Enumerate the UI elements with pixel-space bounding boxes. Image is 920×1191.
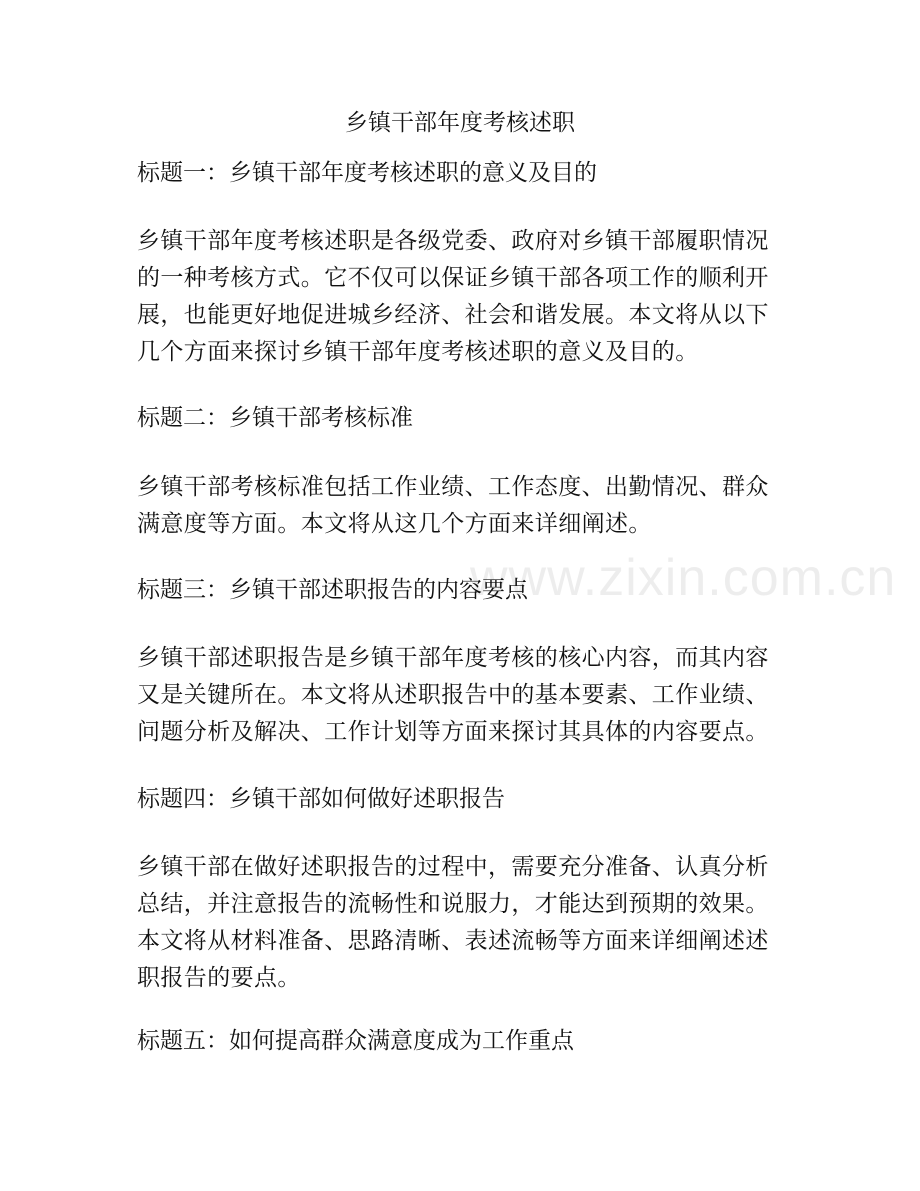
paragraph-line: 乡镇干部在做好述职报告的过程中，需要充分准备、认真分析 bbox=[137, 854, 769, 880]
section-heading-5: 标题五：如何提高群众满意度成为工作重点 bbox=[137, 1028, 574, 1054]
paragraph-line: 又是关键所在。本文将从述职报告中的基本要素、工作业绩、 bbox=[137, 682, 769, 708]
paragraph-line: 几个方面来探讨乡镇干部年度考核述职的意义及目的。 bbox=[137, 339, 699, 365]
paragraph-line: 乡镇干部年度考核述职是各级党委、政府对乡镇干部履职情况 bbox=[137, 228, 769, 254]
section-heading-4: 标题四：乡镇干部如何做好述职报告 bbox=[137, 786, 505, 812]
section-paragraph-2 bbox=[137, 469, 787, 543]
paragraph-line: 展，也能更好地促进城乡经济、社会和谐发展。本文将从以下 bbox=[137, 302, 769, 328]
paragraph-line: 总结，并注意报告的流畅性和说服力，才能达到预期的效果。 bbox=[137, 891, 769, 917]
section-heading-3: 标题三：乡镇干部述职报告的内容要点 bbox=[137, 577, 528, 603]
section-paragraph-3 bbox=[137, 640, 787, 751]
paragraph-line: 本文将从材料准备、思路清晰、表述流畅等方面来详细阐述述 bbox=[137, 928, 769, 954]
paragraph-line: 满意度等方面。本文将从这几个方面来详细阐述。 bbox=[137, 511, 652, 537]
section-heading-1: 标题一：乡镇干部年度考核述职的意义及目的 bbox=[137, 160, 597, 186]
paragraph-line: 问题分析及解决、工作计划等方面来探讨其具体的内容要点。 bbox=[137, 719, 769, 745]
section-heading-2: 标题二：乡镇干部考核标准 bbox=[137, 405, 413, 431]
section-paragraph-4 bbox=[137, 849, 787, 997]
watermark: www.zixin.com.cn bbox=[470, 549, 897, 607]
section-paragraph-1 bbox=[137, 223, 787, 371]
document-title: 乡镇干部年度考核述职 bbox=[345, 110, 575, 136]
paragraph-line: 职报告的要点。 bbox=[137, 965, 301, 991]
paragraph-line: 乡镇干部考核标准包括工作业绩、工作态度、出勤情况、群众 bbox=[137, 474, 769, 500]
paragraph-line: 乡镇干部述职报告是乡镇干部年度考核的核心内容，而其内容 bbox=[137, 645, 769, 671]
paragraph-line: 的一种考核方式。它不仅可以保证乡镇干部各项工作的顺利开 bbox=[137, 265, 769, 291]
